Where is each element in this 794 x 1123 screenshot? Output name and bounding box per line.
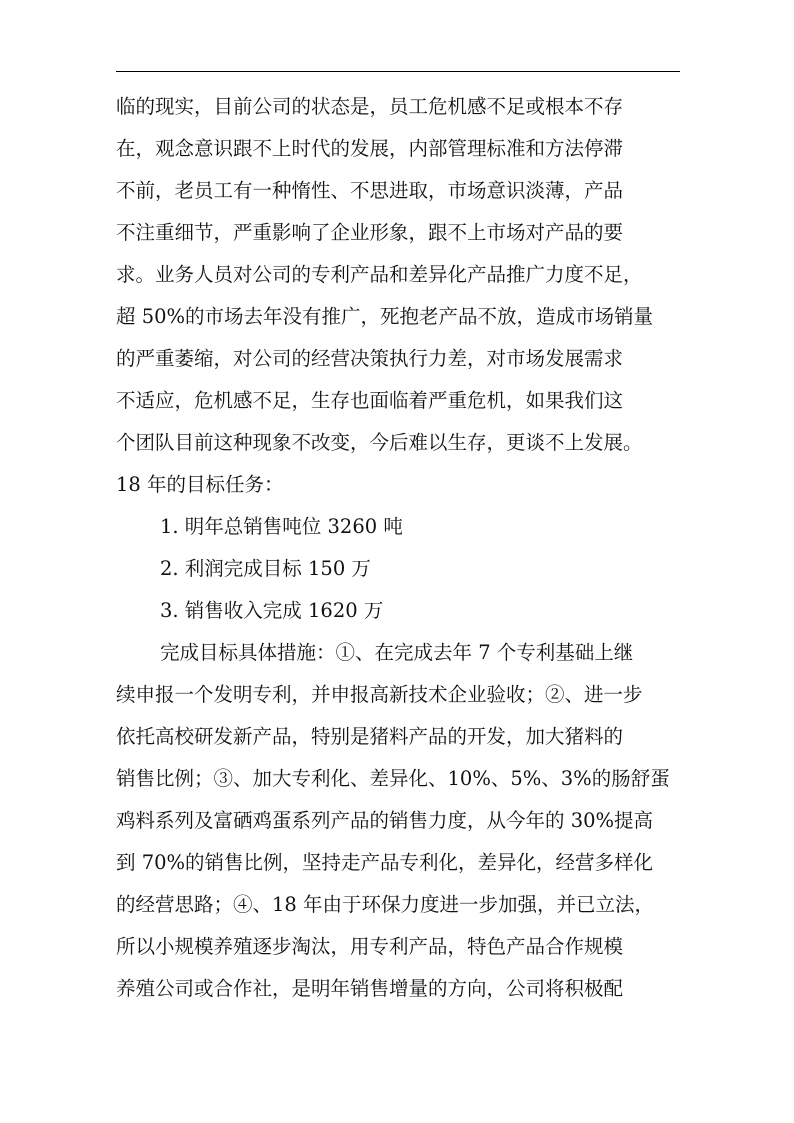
measures-line: 所以小规模养殖逐步淘汰，用专利产品，特色产品合作规模 [116, 935, 624, 958]
section-heading: 18 年的目标任务： [116, 473, 284, 496]
header-rule [116, 71, 680, 72]
target-item: 1. 明年总销售吨位 3260 吨 [160, 515, 403, 538]
measures-line: 依托高校研发新产品，特别是猪料产品的开发，加大猪料的 [116, 725, 624, 748]
measures-line: 续申报一个发明专利，并申报高新技术企业验收；②、进一步 [116, 683, 643, 706]
measures-line: 完成目标具体措施：①、在完成去年 7 个专利基础上继 [160, 641, 634, 664]
body-line: 超 50%的市场去年没有推广，死抱老产品不放，造成市场销量 [116, 305, 654, 328]
body-line: 不注重细节，严重影响了企业形象，跟不上市场对产品的要 [116, 221, 624, 244]
measures-line: 销售比例；③、加大专利化、差异化、10%、5%、3%的肠舒蛋 [116, 767, 670, 790]
measures-line: 的经营思路；④、18 年由于环保力度进一步加强，并已立法， [116, 893, 655, 916]
target-item: 3. 销售收入完成 1620 万 [160, 599, 384, 622]
measures-line: 养殖公司或合作社，是明年销售增量的方向，公司将积极配 [116, 977, 624, 1000]
body-line: 求。业务人员对公司的专利产品和差异化产品推广力度不足， [116, 263, 643, 286]
body-line: 在，观念意识跟不上时代的发展，内部管理标准和方法停滞 [116, 137, 624, 160]
target-item: 2. 利润完成目标 150 万 [160, 557, 371, 580]
measures-line: 鸡料系列及富硒鸡蛋系列产品的销售力度，从今年的 30%提高 [116, 809, 654, 832]
body-line: 临的现实，目前公司的状态是，员工危机感不足或根本不存 [116, 95, 624, 118]
document-body [116, 86, 686, 1010]
body-line: 的严重萎缩，对公司的经营决策执行力差，对市场发展需求 [116, 347, 624, 370]
body-line: 个团队目前这种现象不改变，今后难以生存，更谈不上发展。 [116, 431, 643, 454]
measures-line: 到 70%的销售比例，坚持走产品专利化，差异化，经营多样化 [116, 851, 654, 874]
body-line: 不前，老员工有一种惰性、不思进取，市场意识淡薄，产品 [116, 179, 624, 202]
body-line: 不适应，危机感不足，生存也面临着严重危机，如果我们这 [116, 389, 624, 412]
